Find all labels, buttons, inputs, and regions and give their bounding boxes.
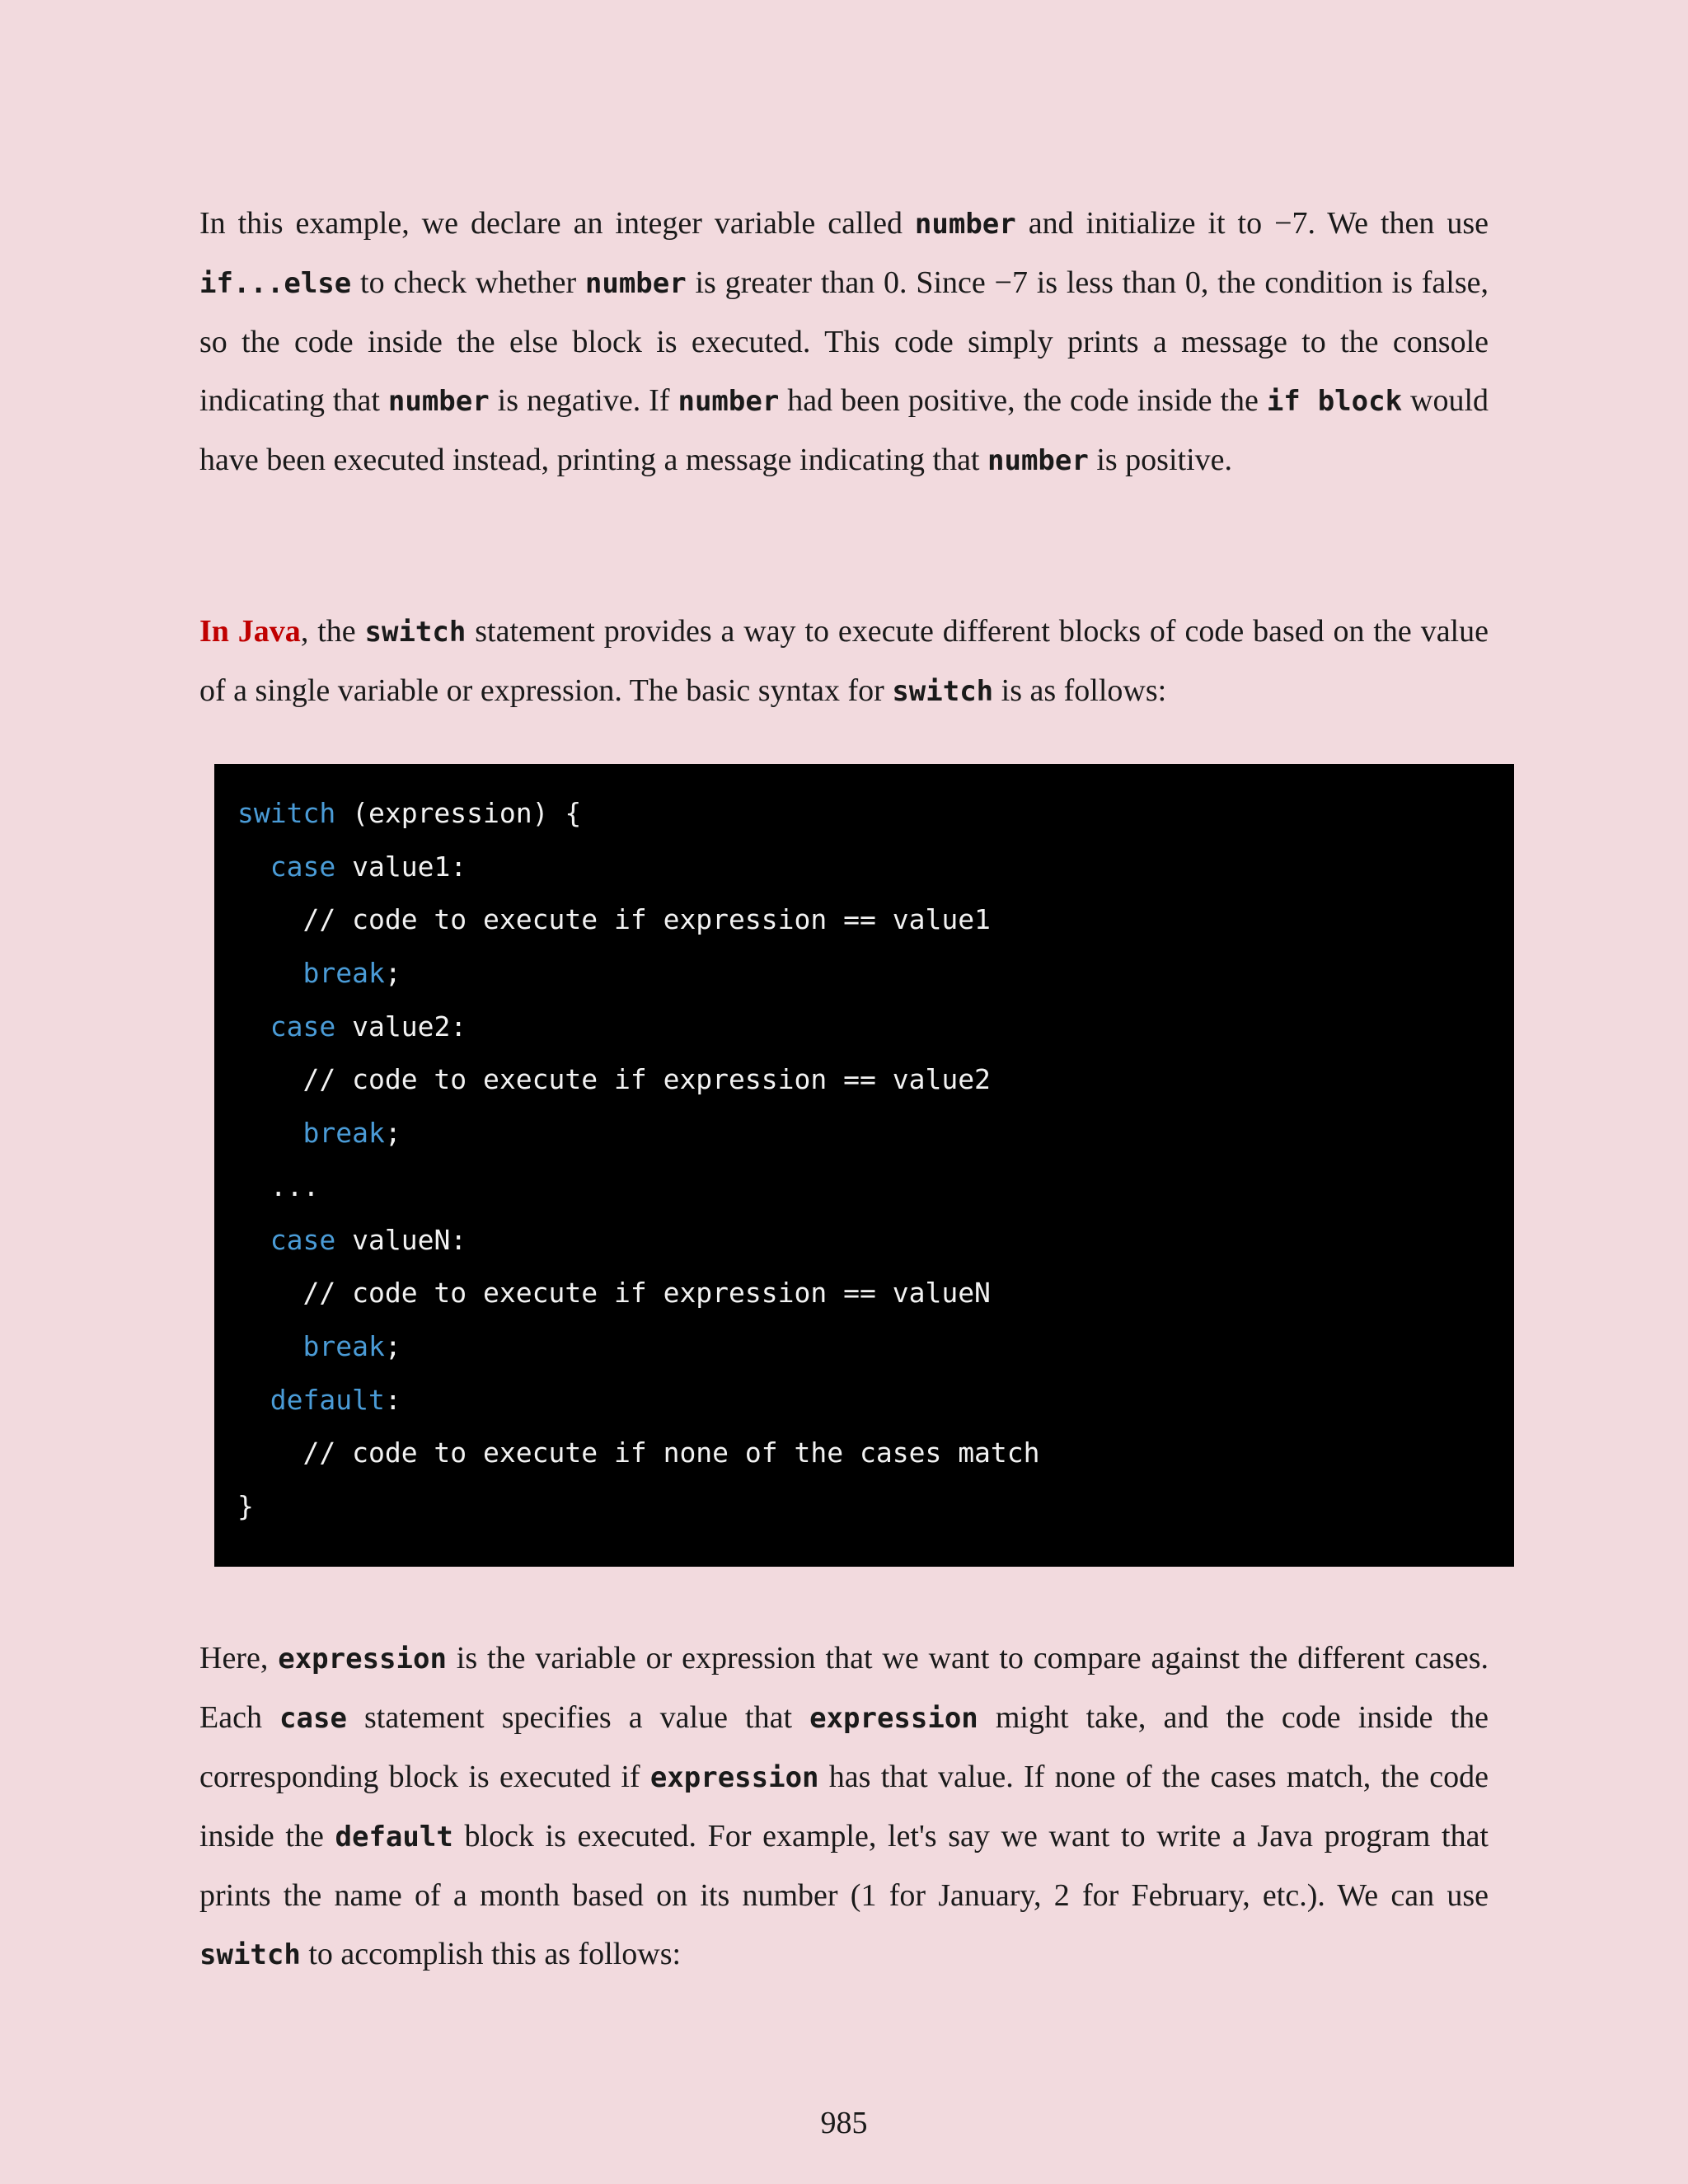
code-text: valueN: <box>335 1223 467 1256</box>
inline-code: switch <box>364 616 467 649</box>
code-line <box>237 1160 1514 1214</box>
inline-code: if block <box>1266 385 1403 418</box>
text-span: , the <box>300 614 365 649</box>
code-text: ; <box>384 1117 401 1150</box>
code-indent <box>237 1384 270 1416</box>
text-span: is as follows: <box>993 673 1167 708</box>
code-text: // code to execute if expression == value2 <box>302 1063 991 1096</box>
text-span: to check whether <box>351 265 585 300</box>
paragraph-if-else-explanation <box>199 194 1489 490</box>
inline-code: expression <box>278 1642 447 1675</box>
text-span: might take, and the code inside the corresponding block is executed if <box>199 1699 1489 1794</box>
code-line <box>237 1427 1514 1480</box>
code-line <box>237 1214 1514 1268</box>
inline-code: number <box>987 444 1089 477</box>
code-line <box>237 1480 1514 1534</box>
code-text: ; <box>384 957 401 990</box>
code-line <box>237 947 1514 1001</box>
inline-code: if...else <box>199 267 352 300</box>
code-text: : <box>384 1383 401 1416</box>
text-span: is greater than 0. Since −7 is less than 0, the condition is false, so the code inside the else block is executed. This code simply prints a message to the console indicating that <box>199 265 1489 418</box>
code-indent <box>237 1330 302 1362</box>
switch-syntax-code-block <box>214 764 1514 1567</box>
code-text: } <box>237 1489 254 1522</box>
code-indent <box>237 1117 302 1149</box>
inline-code: number <box>914 208 1016 241</box>
inline-code: expression <box>649 1760 819 1794</box>
code-keyword: case <box>270 850 336 883</box>
code-line <box>237 1001 1514 1054</box>
paragraph-switch-intro <box>199 602 1489 721</box>
code-line <box>237 841 1514 894</box>
page-content <box>199 194 1489 1985</box>
inline-code: number <box>584 267 687 300</box>
text-span: statement specifies a value that <box>346 1699 810 1735</box>
code-text: // code to execute if none of the cases match <box>302 1436 1040 1469</box>
code-keyword: switch <box>237 797 336 829</box>
code-indent <box>237 1436 302 1469</box>
code-text: ; <box>384 1329 401 1362</box>
inline-code: expression <box>809 1701 978 1735</box>
code-indent <box>237 1277 302 1309</box>
code-indent <box>237 1170 270 1202</box>
code-line <box>237 1053 1514 1107</box>
text-span: block is executed. For example, let's say we want to write a Java program that prints the name of a month based on its number (1 for January, 2 for February, etc.). We can use <box>199 1818 1489 1913</box>
code-line <box>237 1107 1514 1160</box>
text-span: would have been executed instead, printing a message indicating that <box>199 383 1489 477</box>
code-text: (expression) { <box>335 797 582 829</box>
inline-code: switch <box>199 1938 301 1971</box>
code-indent <box>237 1224 270 1256</box>
text-span: In this example, we declare an integer variable called <box>199 206 915 241</box>
text-span: is negative. If <box>489 383 678 418</box>
code-line <box>237 1374 1514 1427</box>
code-keyword: case <box>270 1223 336 1256</box>
code-keyword: break <box>302 1329 385 1362</box>
text-span: statement provides a way to execute different blocks of code based on the value of a single variable or expression. The basic syntax for <box>199 614 1489 708</box>
code-indent <box>237 903 302 935</box>
inline-code: default <box>335 1820 453 1854</box>
inline-code: switch <box>892 675 994 708</box>
inline-code: case <box>279 1701 347 1735</box>
code-indent <box>237 957 302 989</box>
text-span: is the variable or expression that we want to compare against the different cases. Each <box>199 1640 1489 1735</box>
inline-code: number <box>678 385 780 418</box>
code-text: // code to execute if expression == valueN <box>302 1277 991 1310</box>
text-span: has that value. If none of the cases match, the code inside the <box>199 1759 1489 1854</box>
code-text: ... <box>270 1169 320 1202</box>
text-span: Here, <box>199 1640 279 1675</box>
code-indent <box>237 851 270 883</box>
code-line <box>237 1320 1514 1374</box>
paragraph-switch-explanation <box>199 1629 1489 1985</box>
code-keyword: break <box>302 1117 385 1150</box>
code-line <box>237 787 1514 841</box>
code-text: value2: <box>335 1010 467 1043</box>
text-span: is positive. <box>1088 443 1233 477</box>
text-span: had been positive, the code inside the <box>779 383 1267 418</box>
code-indent <box>237 1063 302 1095</box>
code-keyword: case <box>270 1010 336 1043</box>
inline-code: number <box>387 385 490 418</box>
code-text: value1: <box>335 850 467 883</box>
highlight-in-java: In Java <box>199 614 301 649</box>
text-span: and initialize it to −7. We then use <box>1015 206 1489 241</box>
code-text: // code to execute if expression == value1 <box>302 903 991 936</box>
code-line <box>237 1267 1514 1320</box>
code-indent <box>237 1010 270 1043</box>
code-keyword: default <box>270 1383 385 1416</box>
text-span: to accomplish this as follows: <box>300 1936 682 1971</box>
code-line <box>237 893 1514 947</box>
page-number: 985 <box>820 2106 868 2140</box>
code-keyword: break <box>302 957 385 990</box>
